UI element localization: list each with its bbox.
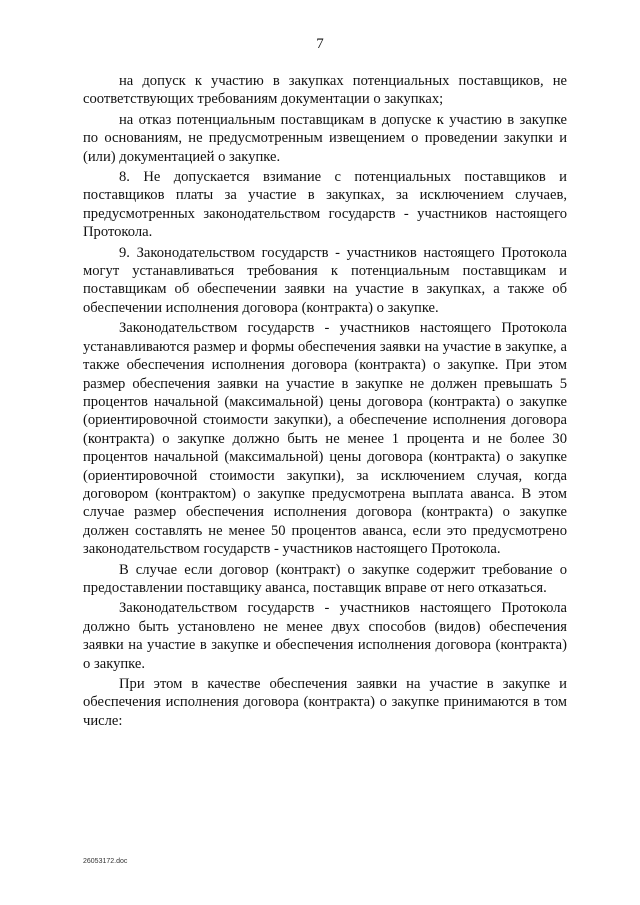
paragraph-7: Законодательством государств - участников настоящего Протокола должно быть установлено не менее двух способов (видов) обеспечения заявки на участие в закупке и обеспечения исполнения договора (контракта) о закупке. — [83, 600, 567, 672]
paragraph-5: Законодательством государств - участников настоящего Протокола устанавливаются размер и формы обеспечения заявки на участие в закупке, а также обеспечения исполнения договора (контракта) о закупке. При этом размер обеспечения заявки на участие в закупке не должен превышать 5 процентов начальной (максимальной) цены договора (контракта) о закупке (ориентировочной стоимости закупки), а обеспечение исполнения договора (контракта) о закупке должно быть не менее 1 процента и не более 30 процентов начальной (максимальной) цены договора (контракта) о закупке (ориентировочной стоимости закупки), за исключением случая, когда договором (контрактом) о закупке предусмотрена выплата аванса. В этом случае размер обеспечения исполнения договора (контракта) о закупке должен составлять не менее 50 процентов аванса, если это предусмотрено законодательством государств - участников настоящего Протокола. — [83, 320, 567, 558]
footer-filename: 26053172.doc — [83, 858, 128, 865]
page-number: 7 — [316, 36, 324, 52]
paragraph-8: При этом в качестве обеспечения заявки на участие в закупке и обеспечения исполнения договора (контракта) о закупке принимаются в том числе: — [83, 676, 567, 729]
paragraph-2: на отказ потенциальным поставщикам в допуске к участию в закупке по основаниям, не предусмотренным извещением о проведении закупки и (или) документацией о закупке. — [83, 111, 567, 165]
paragraph-1: на допуск к участию в закупках потенциальных поставщиков, не соответствующих требованиям документации о закупках; — [83, 73, 567, 108]
paragraph-6: В случае если договор (контракт) о закупке содержит требование о предоставлении поставщику аванса, поставщик вправе от него отказаться. — [83, 561, 567, 596]
document-body — [83, 72, 567, 730]
paragraph-4: 9. Законодательством государств - участников настоящего Протокола могут устанавливаться требования к потенциальным поставщикам и поставщикам об обеспечении заявки на участие в закупках, а также об обеспечении исполнения договора (контракта) о закупке. — [83, 244, 567, 316]
paragraph-3: 8. Не допускается взимание с потенциальных поставщиков и поставщиков платы за участие в закупках, за исключением случаев, предусмотренных законодательством государств - участников настоящего Протокола. — [83, 169, 567, 241]
